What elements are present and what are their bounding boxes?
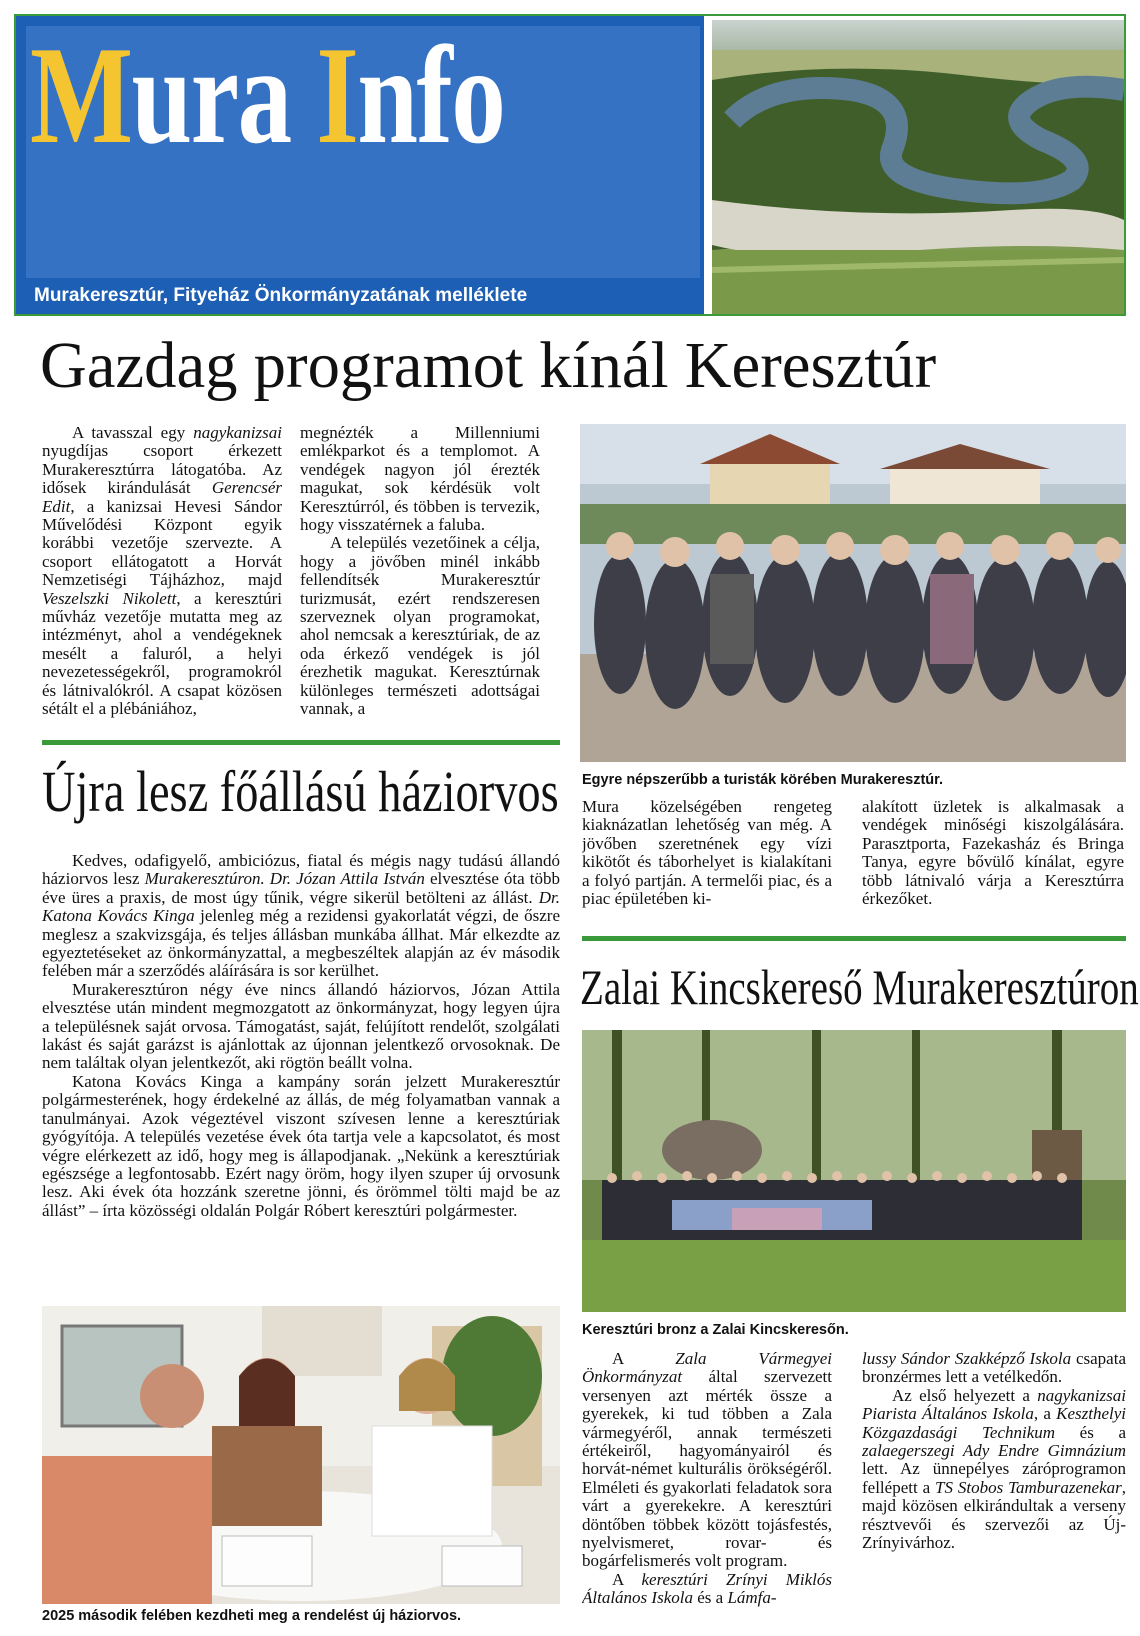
paragraph xyxy=(42,981,560,1073)
doctor-photo-caption: 2025 második felében kezdheti meg a rendelést új háziorvos. xyxy=(42,1608,462,1624)
text-run: Murakeresztúron négy éve nincs állandó háziorvos, Józan Attila elvesztése után mindent megmozgatott az önkormányzat, hogy legyen újra a településnek saját orvosa. Támogatást, saját, felújított rendelőt, szolgálati lakást és saját garázst is ajánlottak az újonnan jelentkező orvosoknak. De nem találtak olyan jelentkezőt, aki rögtön beállt volna. xyxy=(42,979,560,1073)
article1-column-4 xyxy=(862,798,1124,924)
article2-body xyxy=(42,852,560,1296)
paragraph xyxy=(300,534,540,718)
kincskereso-photo-caption: Keresztúri bronz a Zalai Kincskeresőn. xyxy=(582,1322,849,1338)
emphasized-text: nagykanizsai xyxy=(193,424,282,442)
text-run: Az első helyezett a xyxy=(892,1385,1038,1405)
text-run: , a keresztúri művház vezetője mutatta meg az intézményt, ahol a vendégeknek mesélt a faluról, a helyi nevezetességekről, programokról és látnivalókról. A csapat közösen sétált el a plébániához, xyxy=(42,588,282,719)
logo-text-ura: ura xyxy=(131,18,317,173)
article1-column-2 xyxy=(300,424,540,730)
emphasized-text: Murakeresztúron. Dr. Józan Attila István xyxy=(144,869,425,889)
paragraph xyxy=(42,852,560,981)
paragraph xyxy=(300,424,540,534)
text-run: , a xyxy=(1033,1404,1057,1424)
text-run: elvesztése óta több éve üres a praxis, de most úgy tűnik, végre sikerül betölteni az állást. xyxy=(42,869,560,907)
tourist-group-photo xyxy=(580,424,1126,762)
emphasized-text: Dr. Katona Kovács Kinga xyxy=(42,887,560,926)
masthead xyxy=(14,14,1126,316)
emphasized-text: lussy Sándor Szakképző Iskola xyxy=(862,1350,1072,1368)
logo-text-nfo: nfo xyxy=(357,18,505,173)
text-run: jelenleg még a rezidensi gyakorlatát végzi, de őszre meglesz a szakvizsgája, és teljes állásban munkába állhat. Már elkezdte az egyeztetéseket az önkormányzattal, a megbeszéltek alapján az év második felében már a szerződés aláírására is sor kerülhet. xyxy=(42,906,560,981)
text-run: által szervezett versenyen azt mérték össze a gyerekek, ki tud többen a Zala vármegyéről, annak természeti értékeiről, hagyományairól és horvát-német kulturális örökségéről. Elméleti és gyakorlati feladatok sora várt a gyerekekre. A keresztúri döntőben többek között tojásfestés, nyelvismeret, rovar- és bogárfelismerés volt program. xyxy=(582,1367,832,1571)
kincskereso-group-photo xyxy=(582,1030,1126,1312)
paragraph xyxy=(862,798,1124,908)
newspaper-logo xyxy=(30,18,505,173)
text-run: , majd közösen elkirándultak a verseny résztvevői és szervezői az Új-Zrínyivárhoz. xyxy=(862,1477,1126,1553)
emphasized-text: zalaegerszegi Ady Endre Gimnázium xyxy=(862,1441,1126,1461)
text-run: alakított üzletek is alkalmasak a vendégek minőségi kiszolgálására. Parasztporta, Fazekasház és Bringa Tanya, egyre bővülő kínálat, egyre több látnivaló várja a Keresztúrra érkezőket. xyxy=(862,798,1124,909)
paragraph xyxy=(42,1073,560,1220)
article1-column-3 xyxy=(582,798,832,924)
paragraph xyxy=(582,798,832,908)
text-run: A tavasszal egy xyxy=(72,424,194,442)
text-run: Mura közelségében rengeteg kiaknázatlan lehetőség van még. A jövőben szeretnének egy vízi kikötőt és táborhelyet is kialakítani a folyó partján. A termelői piac, és a piac épületében ki- xyxy=(582,798,832,909)
paragraph xyxy=(582,1350,832,1571)
divider-article1-article2 xyxy=(42,740,560,745)
zalai-headline: Zalai Kincskereső Murakeresztúron xyxy=(580,959,1139,1015)
text-run: A xyxy=(612,1350,676,1368)
emphasized-text: TS Stobos Tamburazenekar xyxy=(935,1477,1122,1497)
article3-column-2 xyxy=(862,1350,1126,1630)
doctor-headline: Újra lesz főállású háziorvos xyxy=(42,759,559,824)
paragraph xyxy=(582,1571,832,1608)
logo-initial-i: I xyxy=(316,18,358,173)
paragraph xyxy=(42,424,282,719)
logo-initial-m: M xyxy=(30,18,132,173)
text-run: lett. Az ünnepélyes záróprogramon fellépett a xyxy=(862,1459,1126,1497)
doctor-meeting-photo xyxy=(42,1306,560,1604)
text-run: és a xyxy=(692,1588,728,1608)
emphasized-text: Gerencsér Edit xyxy=(42,478,282,516)
article3-column-1 xyxy=(582,1350,832,1630)
main-headline: Gazdag programot kínál Keresztúr xyxy=(40,329,937,402)
text-run: megnézték a Millenniumi emlékparkot és a templomot. A vendégek nagyon jól érezték magukat, sok kérdésük volt Keresztúrról, és többen is tervezik, hogy visszatérnek a faluba. xyxy=(300,424,540,535)
emphasized-text: keresztúri Zrínyi Miklós Általános Iskola xyxy=(582,1569,832,1608)
tourist-photo-caption: Egyre népszerűbb a turisták körében Murakeresztúr. xyxy=(582,772,944,788)
text-run: A xyxy=(612,1569,642,1589)
emphasized-text: Keszthelyi Közgazdasági Technikum xyxy=(862,1404,1126,1442)
masthead-subtitle: Murakeresztúr, Fityeház Önkormányzatának melléklete xyxy=(34,285,528,306)
text-run: Kedves, odafigyelő, ambiciózus, fiatal és mégis nagy tudású állandó háziorvos lesz xyxy=(42,852,560,889)
river-aerial-photo xyxy=(712,20,1124,314)
emphasized-text: Lámfa- xyxy=(727,1588,777,1608)
text-run: A település vezetőinek a célja, hogy a jövőben minél inkább fellendítsék Murakeresztúr turizmusát, ezért rendszeresen szerveznek olyan programokat, ahol nemcsak a keresztúriak, de az oda érkező vendégek is jól érezhetik magukat. Keresztúrnak különleges természeti adottságai vannak, a xyxy=(300,533,540,719)
masthead-blue-panel xyxy=(16,16,704,314)
emphasized-text: nagykanizsai Piarista Általános Iskola xyxy=(862,1385,1126,1424)
text-run: Katona Kovács Kinga a kampány során jelzett Murakeresztúr polgármesterének, hogy érdekelné az állás, de még folyamatban vannak a tanulmányai. Azok végeztével viszont szívesen lenne a keresztúriak gyógyítója. A település vezetése évek óta tartja vele a kapcsolatot, és most végre elérkezett az idő, hogy meg is állapodjanak. „Nekünk a keresztúriak egészsége a legfontosabb. Ezért nagy öröm, hogy ilyen szuper új orvosunk lesz. Aki évek óta hozzánk szeretne jönni, és örömmel tölti majd be az állást” – írta közösségi oldalán Polgár Róbert keresztúri polgármester. xyxy=(42,1071,560,1220)
emphasized-text: Veszelszki Nikolett xyxy=(42,588,177,608)
text-run: , a kanizsai Hevesi Sándor Művelődési Központ egyik korábbi vezetője szervezte. A csoport ellátogatott a Horvát Nemzetiségi Tájházhoz, majd xyxy=(42,496,282,590)
text-run: csapata bronzérmes lett a vetélkedőn. xyxy=(862,1350,1126,1387)
emphasized-text: Zala Vármegyei Önkormányzat xyxy=(582,1350,832,1387)
text-run: és a xyxy=(1055,1422,1126,1442)
paragraph xyxy=(862,1350,1126,1387)
article1-column-1 xyxy=(42,424,282,730)
paragraph xyxy=(862,1387,1126,1553)
divider-article1-article3 xyxy=(582,936,1126,941)
text-run: nyugdíjas csoport érkezett Murakeresztúrra látogatóba. Az idősek kirándulását xyxy=(42,441,282,498)
